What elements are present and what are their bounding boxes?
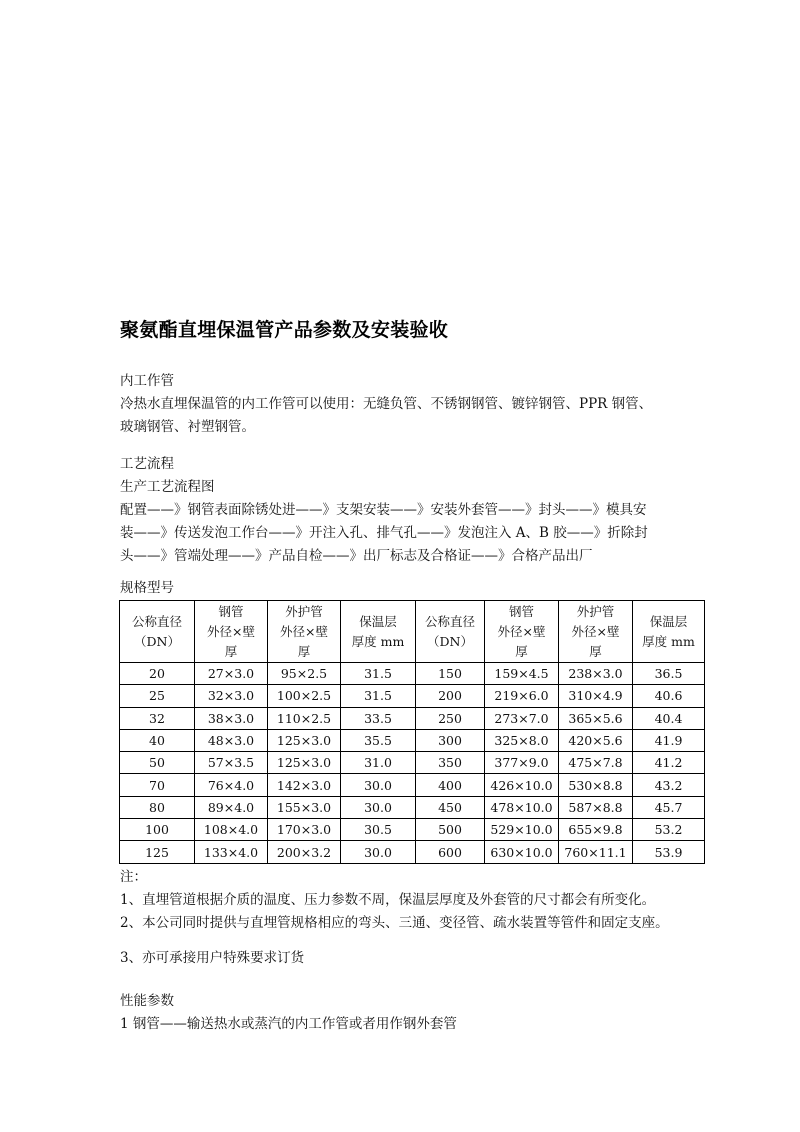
table-cell: 630×10.0: [485, 841, 559, 863]
table-cell: 30.0: [341, 796, 416, 818]
table-cell: 200×3.2: [268, 841, 341, 863]
table-cell: 45.7: [633, 796, 705, 818]
table-cell: 89×4.0: [195, 796, 268, 818]
table-cell: 80: [120, 796, 195, 818]
table-cell: 655×9.8: [559, 819, 633, 841]
table-cell: 40.6: [633, 685, 705, 707]
table-cell: 219×6.0: [485, 685, 559, 707]
table-cell: 365×5.6: [559, 707, 633, 729]
table-row: [120, 774, 705, 796]
table-cell: 420×5.6: [559, 729, 633, 751]
table-cell: 159×4.5: [485, 663, 559, 685]
notes-section: [120, 866, 695, 935]
section-heading: 工艺流程: [120, 456, 174, 472]
table-cell: 53.2: [633, 819, 705, 841]
paragraph-line: 头——》管端处理——》产品自检——》出厂标志及合格证——》合格产品出厂: [120, 548, 593, 564]
table-cell: 325×8.0: [485, 729, 559, 751]
table-row: [120, 685, 705, 707]
table-cell: 33.5: [341, 707, 416, 729]
table-cell: 43.2: [633, 774, 705, 796]
table-row: [120, 707, 705, 729]
table-cell: 170×3.0: [268, 819, 341, 841]
table-cell: 38×3.0: [195, 707, 268, 729]
table-cell: 529×10.0: [485, 819, 559, 841]
table-cell: 426×10.0: [485, 774, 559, 796]
table-cell: 57×3.5: [195, 752, 268, 774]
table-cell: 31.5: [341, 685, 416, 707]
paragraph-line: 配置——》钢管表面除锈处进——》支架安装——》安装外套管——》封头——》模具安: [120, 502, 647, 518]
table-cell: 250: [416, 707, 485, 729]
table-cell: 70: [120, 774, 195, 796]
process-section: [120, 453, 695, 568]
table-cell: 300: [416, 729, 485, 751]
header-cell: 钢管 外径×壁 厚: [195, 601, 268, 663]
table-cell: 30.0: [341, 841, 416, 863]
section-subheading: 生产工艺流程图: [120, 479, 215, 495]
table-cell: 110×2.5: [268, 707, 341, 729]
table-cell: 50: [120, 752, 195, 774]
notes-extra: [120, 947, 695, 970]
table-cell: 30.0: [341, 774, 416, 796]
paragraph-line: 1 钢管——输送热水或蒸汽的内工作管或者用作钢外套管: [120, 1016, 457, 1032]
table-row: [120, 819, 705, 841]
table-row: [120, 729, 705, 751]
header-cell: 保温层 厚度 mm: [341, 601, 416, 663]
table-cell: 350: [416, 752, 485, 774]
table-cell: 48×3.0: [195, 729, 268, 751]
table-cell: 500: [416, 819, 485, 841]
section-heading: 规格型号: [120, 580, 174, 596]
table-cell: 310×4.9: [559, 685, 633, 707]
header-cell: 公称直径 （DN）: [416, 601, 485, 663]
header-cell: 钢管 外径×壁 厚: [485, 601, 559, 663]
table-cell: 600: [416, 841, 485, 863]
table-body: [120, 663, 705, 864]
table-cell: 20: [120, 663, 195, 685]
table-cell: 150: [416, 663, 485, 685]
table-row: [120, 796, 705, 818]
paragraph-line: 装——》传送发泡工作台——》开注入孔、排气孔——》发泡注入 A、B 胶——》折除封: [120, 525, 648, 541]
table-cell: 76×4.0: [195, 774, 268, 796]
table-cell: 53.9: [633, 841, 705, 863]
table-cell: 31.0: [341, 752, 416, 774]
performance-section: [120, 990, 695, 1036]
table-cell: 35.5: [341, 729, 416, 751]
header-cell: 外护管 外径×壁 厚: [268, 601, 341, 663]
table-cell: 530×8.8: [559, 774, 633, 796]
note-item: 2、本公司同时提供与直埋管规格相应的弯头、三通、变径管、疏水装置等管件和固定支座。: [120, 915, 669, 931]
table-cell: 40: [120, 729, 195, 751]
table-row: [120, 752, 705, 774]
table-row: [120, 841, 705, 863]
table-cell: 377×9.0: [485, 752, 559, 774]
section-heading: 内工作管: [120, 373, 174, 389]
note-item: 1、直埋管道根据介质的温度、压力参数不周，保温层厚度及外套管的尺寸都会有所变化。: [120, 892, 656, 908]
table-cell: 400: [416, 774, 485, 796]
table-cell: 587×8.8: [559, 796, 633, 818]
table-cell: 133×4.0: [195, 841, 268, 863]
page-title: 聚氨酯直埋保温管产品参数及安装验收: [120, 319, 449, 341]
table-cell: 478×10.0: [485, 796, 559, 818]
header-cell: 公称直径 （DN）: [120, 601, 195, 663]
table-cell: 200: [416, 685, 485, 707]
table-cell: 41.2: [633, 752, 705, 774]
header-cell: 保温层 厚度 mm: [633, 601, 705, 663]
notes-heading: 注：: [120, 869, 147, 885]
table-row: [120, 663, 705, 685]
table-cell: 100×2.5: [268, 685, 341, 707]
header-cell: 外护管 外径×壁 厚: [559, 601, 633, 663]
table-cell: 475×7.8: [559, 752, 633, 774]
table-cell: 25: [120, 685, 195, 707]
table-cell: 108×4.0: [195, 819, 268, 841]
table-cell: 238×3.0: [559, 663, 633, 685]
table-cell: 31.5: [341, 663, 416, 685]
spec-table: [119, 600, 705, 864]
table-cell: 125: [120, 841, 195, 863]
table-cell: 142×3.0: [268, 774, 341, 796]
table-cell: 155×3.0: [268, 796, 341, 818]
table-cell: 125×3.0: [268, 752, 341, 774]
section-heading: 性能参数: [120, 993, 174, 1009]
table-cell: 30.5: [341, 819, 416, 841]
table-cell: 125×3.0: [268, 729, 341, 751]
note-item: 3、亦可承接用户特殊要求订货: [120, 950, 305, 966]
table-cell: 40.4: [633, 707, 705, 729]
table-cell: 760×11.1: [559, 841, 633, 863]
table-cell: 36.5: [633, 663, 705, 685]
table-cell: 41.9: [633, 729, 705, 751]
table-cell: 273×7.0: [485, 707, 559, 729]
table-cell: 27×3.0: [195, 663, 268, 685]
table-cell: 32×3.0: [195, 685, 268, 707]
table-cell: 100: [120, 819, 195, 841]
table-cell: 32: [120, 707, 195, 729]
spec-section: [120, 577, 695, 600]
inner-pipe-section: [120, 370, 695, 439]
table-header-row: [120, 601, 705, 663]
paragraph-line: 玻璃钢管、衬塑钢管。: [120, 419, 255, 435]
paragraph-line: 冷热水直埋保温管的内工作管可以使用：无缝负管、不锈钢钢管、镀锌钢管、PPR 钢管、: [120, 396, 653, 412]
table-cell: 95×2.5: [268, 663, 341, 685]
table-cell: 450: [416, 796, 485, 818]
